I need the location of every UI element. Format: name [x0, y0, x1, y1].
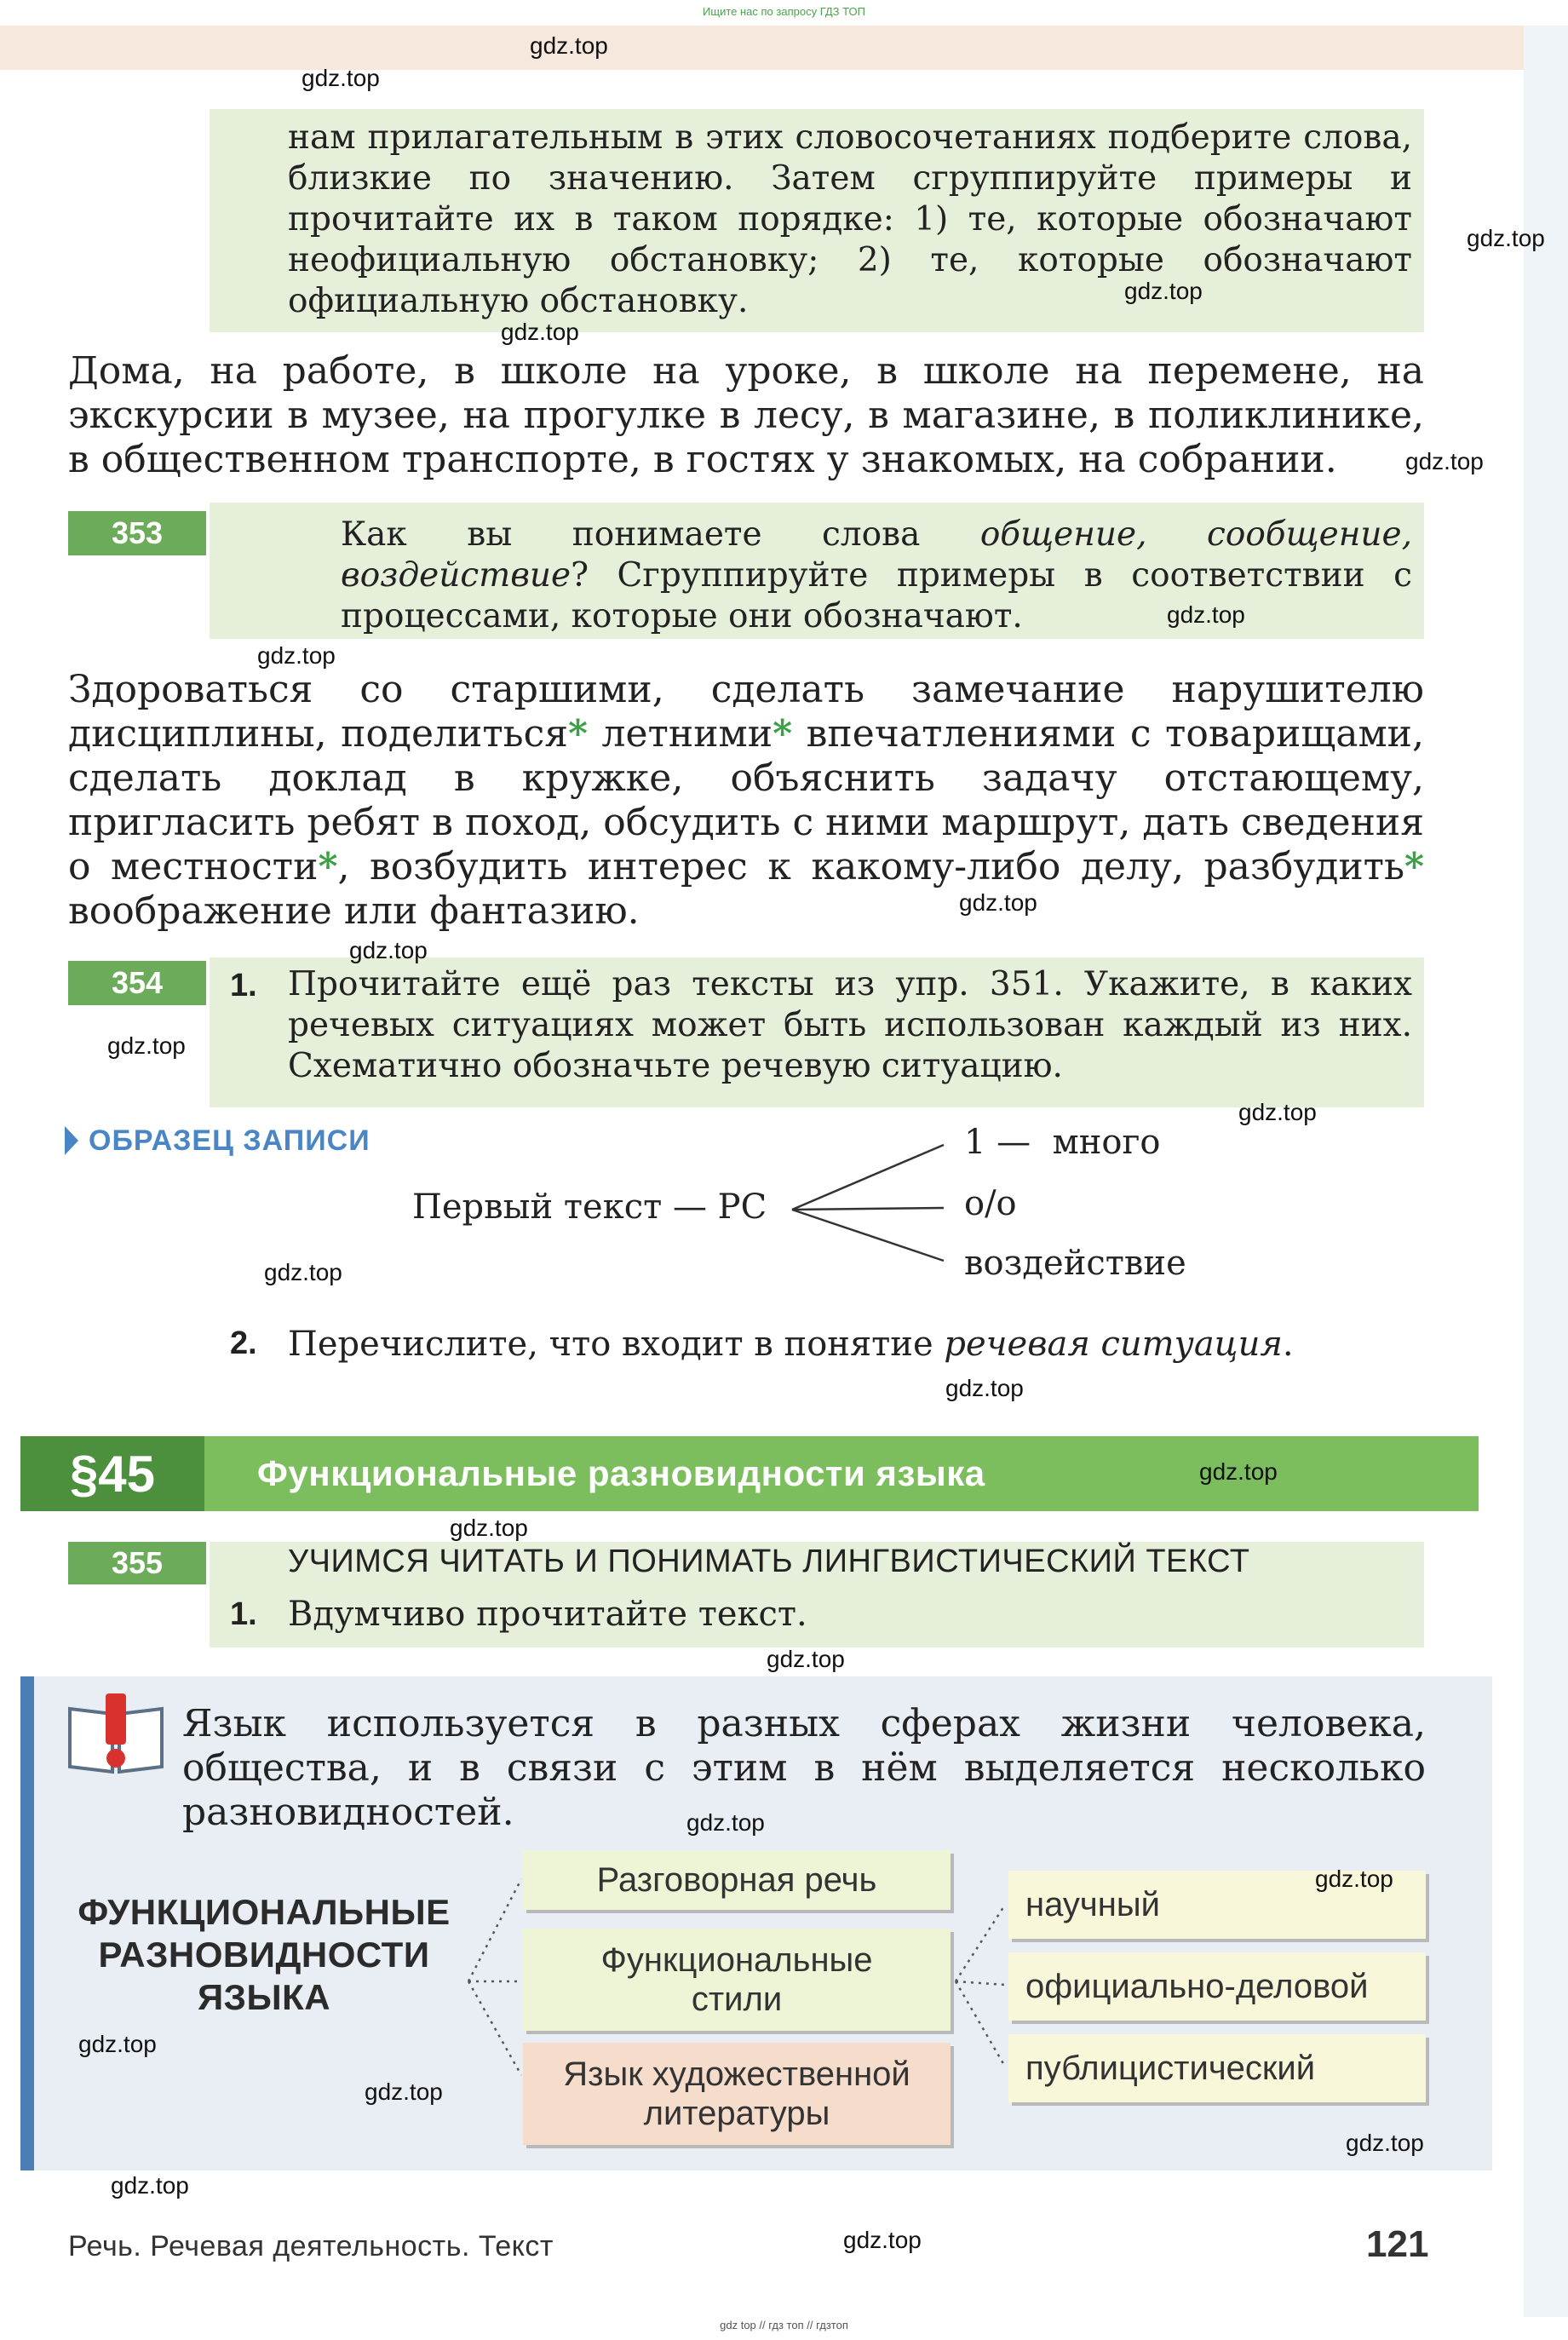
- task-354-item2-number: 2.: [230, 1325, 257, 1361]
- task-354-number: 354: [68, 961, 206, 1005]
- header-note: Ищите нас по запросу ГДЗ ТОП: [703, 5, 865, 18]
- diagram-box-functional-styles: [523, 1929, 951, 2031]
- task-353-question-part2: ? Сгруппируйте примеры в соответствии с процессами, которые они обозначают.: [341, 556, 1412, 635]
- task-354-item2-part1: Перечислите, что входит в понятие: [288, 1325, 945, 1364]
- task-354-item1-number: 1.: [230, 968, 257, 1003]
- watermark: gdz.top: [945, 1375, 1024, 1401]
- diagram-root-line2: РАЗНОВИДНОСТИ: [98, 1935, 430, 1975]
- task-355-number: 355: [68, 1542, 206, 1584]
- asterisk-mark: *: [318, 845, 338, 888]
- watermark: gdz.top: [450, 1515, 528, 1541]
- footer-chapter: Речь. Речевая деятельность. Текст: [68, 2230, 554, 2262]
- task-354-item2-term: речевая ситуация: [944, 1325, 1283, 1364]
- task-353-examples-part3: впечатлениями с товарищами, сделать доклад в кружке, объяснить задачу отстающему, пригласить ребят в поход, обсудить с ними маршрут, дать сведения о местности: [68, 712, 1424, 888]
- watermark: gdz.top: [264, 1259, 342, 1285]
- footer-note: gdz top // гдз топ // гдзтоп: [720, 2319, 848, 2331]
- task-354-item2-end: .: [1282, 1325, 1294, 1364]
- watermark: gdz.top: [1167, 601, 1245, 628]
- scheme-branch-1: 1 — много: [964, 1123, 1161, 1162]
- task-352-text: нам прилагательным в этих словосочетаниях подберите слова, близкие по значению. Затем сгруппируйте примеры и прочитайте их в таком порядке: 1) те, которые обозначают неофициальную обстановку; 2) те, которые обозначают официальную обстановку.: [288, 118, 1412, 320]
- task-353-examples-part1: Здороваться со старшими, сделать замечание нарушителю дисциплины, поделиться: [68, 668, 1424, 756]
- watermark: gdz.top: [365, 2078, 443, 2105]
- task-355-item1-text: Вдумчиво прочитайте текст.: [288, 1595, 807, 1634]
- task-352-examples: Дома, на работе, в школе на уроке, в школе на перемене, на экскурсии в музее, на прогулке в лесу, в магазине, в поликлинике, в общественном транспорте, в гостях у знакомых, на собрании.: [68, 349, 1424, 481]
- diagram-box-functional-line1: Функциональные: [600, 1941, 873, 1979]
- diagram-root-line3: ЯЗЫКА: [197, 1977, 331, 2017]
- task-353-number: 353: [68, 511, 206, 555]
- diagram-style-scientific: научный: [1008, 1871, 1426, 1939]
- watermark: gdz.top: [767, 1646, 845, 1672]
- section-number: §45: [20, 1436, 204, 1511]
- watermark: gdz.top: [302, 65, 380, 91]
- diagram-style-official: официально-деловой: [1008, 1952, 1426, 2021]
- watermark: gdz.top: [1238, 1099, 1317, 1125]
- sample-label: ОБРАЗЕЦ ЗАПИСИ: [89, 1124, 370, 1157]
- task-353-examples-part4: , возбудить интерес к какому-либо делу, разбудить: [337, 845, 1404, 888]
- asterisk-mark: *: [1404, 845, 1424, 888]
- asterisk-mark: *: [568, 712, 589, 756]
- diagram-box-colloquial: Разговорная речь: [523, 1850, 951, 1910]
- diagram-box-fiction: [523, 2043, 951, 2145]
- watermark: gdz.top: [107, 1032, 186, 1059]
- page-number: 121: [1366, 2223, 1429, 2265]
- section-title: Функциональные разновидности языка: [257, 1453, 985, 1493]
- watermark: gdz.top: [1405, 448, 1484, 474]
- task-353-examples-part2: летними: [588, 712, 773, 756]
- watermark: gdz.top: [501, 319, 579, 345]
- watermark: gdz.top: [78, 2031, 157, 2057]
- diagram-root-line1: ФУНКЦИОНАЛЬНЫЕ: [78, 1892, 451, 1932]
- task-355-heading: УЧИМСЯ ЧИТАТЬ И ПОНИМАТЬ ЛИНГВИСТИЧЕСКИЙ ТЕКСТ: [288, 1544, 1250, 1579]
- diagram-box-fiction-line1: Язык художественной: [563, 2055, 910, 2093]
- scheme-branch-2: о/о: [964, 1184, 1017, 1223]
- watermark: gdz.top: [1199, 1458, 1278, 1485]
- task-353-question-part1: Как вы понимаете слова: [341, 515, 980, 554]
- task-355-item1-number: 1.: [230, 1596, 257, 1632]
- watermark: gdz.top: [843, 2227, 922, 2253]
- scheme-branch-3: воздействие: [964, 1244, 1186, 1283]
- watermark: gdz.top: [1315, 1866, 1393, 1892]
- rule-text: Язык используется в разных сферах жизни человека, общества, и в связи с этим в нём выделяется несколько разновидностей.: [182, 1702, 1426, 1834]
- diagram-box-fiction-line2: литературы: [643, 2095, 830, 2132]
- watermark: gdz.top: [1124, 278, 1203, 304]
- watermark: gdz.top: [686, 1809, 765, 1836]
- watermark: gdz.top: [530, 32, 608, 59]
- task-353-examples-part5: воображение или фантазию.: [68, 889, 640, 933]
- diagram-style-journalistic: публицистический: [1008, 2034, 1426, 2102]
- watermark: gdz.top: [1346, 2130, 1424, 2156]
- asterisk-mark: *: [773, 712, 793, 756]
- watermark: gdz.top: [257, 642, 336, 669]
- watermark: gdz.top: [111, 2172, 189, 2199]
- scheme-left-text: Первый текст — РС: [412, 1187, 767, 1227]
- diagram-box-functional-line2: стили: [691, 1981, 783, 2018]
- watermark: gdz.top: [959, 889, 1037, 916]
- task-354-item1-text: Прочитайте ещё раз тексты из упр. 351. Укажите, в каких речевых ситуациях может быть использован каждый из них. Схематично обозначьте речевую ситуацию.: [288, 965, 1412, 1085]
- task-353-question-words: общение, сообщение, воздействие: [341, 515, 1413, 595]
- watermark: gdz.top: [1467, 225, 1545, 251]
- watermark: gdz.top: [349, 937, 428, 963]
